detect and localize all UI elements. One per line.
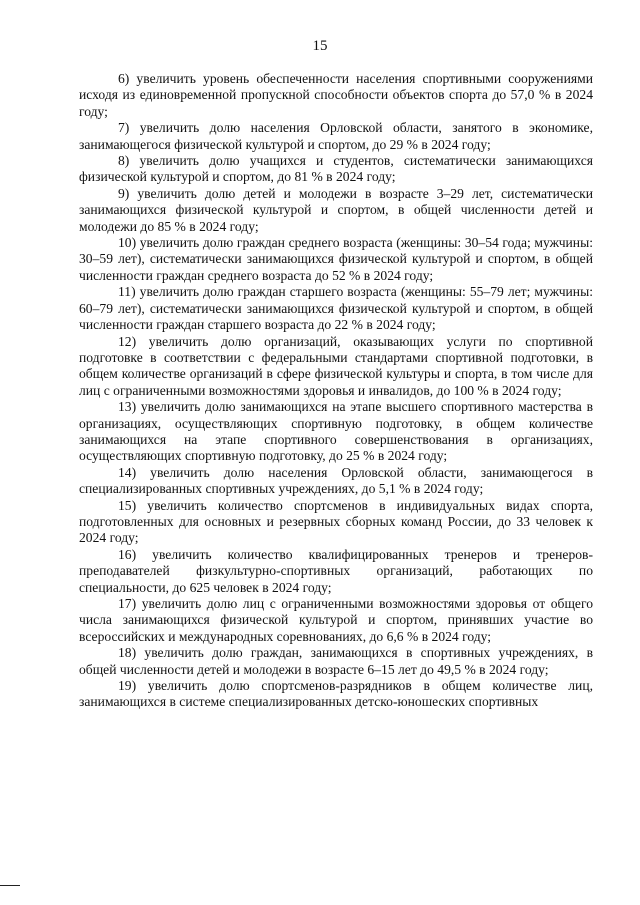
page-number: 15	[312, 38, 328, 54]
list-item-10: 10) увеличить долю граждан среднего возраста (женщины: 30–54 года; мужчины: 30–59 лет), систематически занимающихся физической культурой и спортом, в общей численности граждан среднего возраста до 52 % в 2024 году;	[79, 235, 593, 283]
list-item-9: 9) увеличить долю детей и молодежи в возрасте 3–29 лет, систематически занимающихся физической культурой и спортом, в общей численности детей и молодежи до 85 % в 2024 году;	[79, 185, 593, 234]
list-item-8: 8) увеличить долю учащихся и студентов, систематически занимающихся физической культурой и спортом, до 81 % в 2024 году;	[79, 153, 593, 185]
list-item-12: 12) увеличить долю организаций, оказывающих услуги по спортивной подготовке в соответствии с федеральными стандартами спортивной подготовки, в общем количестве организаций в сфере физической культуры и спорта, в том числе для лиц с ограниченными возможностями здоровья и инвалидов, до 100 % в 2024 году;	[79, 333, 593, 398]
list-item-19: 19) увеличить долю спортсменов-разрядников в общем количестве лиц, занимающихся в системе специализированных детско-юношеских спортивных	[79, 678, 593, 710]
list-item-11: 11) увеличить долю граждан старшего возраста (женщины: 55–79 лет; мужчины: 60–79 лет), систематически занимающихся физической культурой и спортом, в общей численности граждан старшего возраста до 22 % в 2024 году;	[79, 284, 593, 333]
list-item-7: 7) увеличить долю населения Орловской области, занятого в экономике, занимающегося физической культурой и спортом, до 29 % в 2024 году;	[79, 120, 593, 152]
list-item-15: 15) увеличить количество спортсменов в индивидуальных видах спорта, подготовленных для основных и резервных сборных команд России, до 33 человек к 2024 году;	[79, 497, 593, 546]
list-item-17: 17) увеличить долю лиц с ограниченными возможностями здоровья от общего числа занимающихся физической культурой и спортом, принявших участие во всероссийских и международных соревнованиях, до 6,6 % в 2024 году;	[79, 596, 593, 644]
list-item-18: 18) увеличить долю граждан, занимающихся в спортивных учреждениях, в общей численности детей и молодежи в возрасте 6–15 лет до 49,5 % в 2024 году;	[79, 645, 593, 677]
document-body	[79, 71, 593, 711]
list-item-16: 16) увеличить количество квалифицированных тренеров и тренеров-преподавателей физкультурно-спортивных организаций, работающих по специальности, до 625 человек в 2024 году;	[79, 546, 593, 595]
list-item-13: 13) увеличить долю занимающихся на этапе высшего спортивного мастерства в организациях, осуществляющих спортивную подготовку, в общем количестве занимающихся на этапе спортивного совершенствования в организациях, осуществляющих спортивную подготовку, до 25 % в 2024 году;	[79, 399, 593, 464]
page-edge-mark	[0, 885, 20, 886]
list-item-6: 6) увеличить уровень обеспеченности населения спортивными сооружениями исходя из единовременной пропускной способности объектов спорта до 57,0 % в 2024 году;	[79, 71, 593, 119]
list-item-14: 14) увеличить долю населения Орловской области, занимающегося в специализированных спортивных учреждениях, до 5,1 % в 2024 году;	[79, 464, 593, 497]
